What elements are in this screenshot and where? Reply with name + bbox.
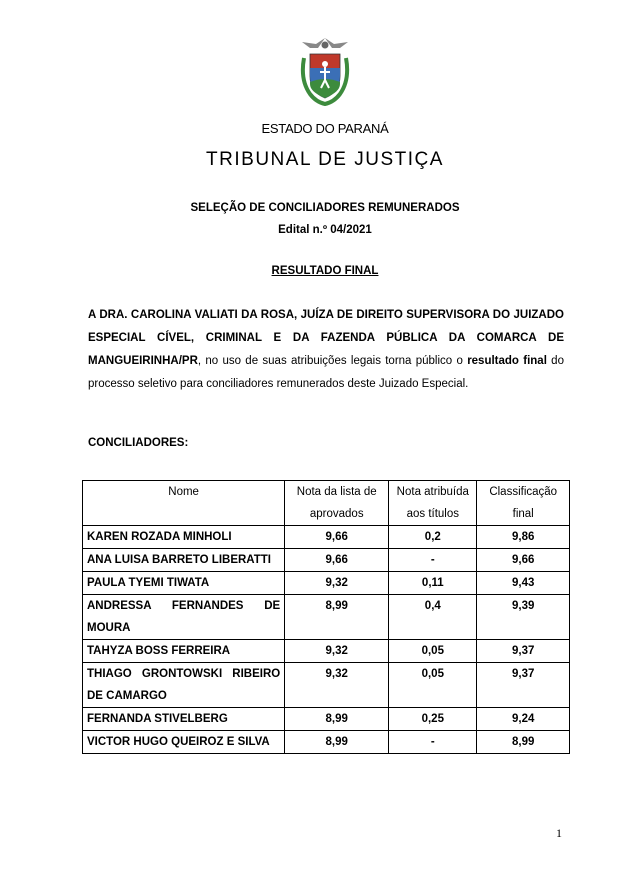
selection-title: SELEÇÃO DE CONCILIADORES REMUNERADOS [190,202,460,214]
result-heading [0,265,620,277]
result-bold: resultado final [467,355,547,367]
row-final-score: 9,39 [477,595,570,640]
table-row [83,640,570,663]
state-name: ESTADO DO PARANÁ [261,121,389,136]
row-final-score: 9,86 [477,526,570,549]
intro-paragraph [88,304,564,396]
row-final-score: 9,66 [477,549,570,572]
parana-coat-of-arms-icon [296,36,354,106]
row-title-score: 0,25 [389,708,477,731]
edital-number: Edital n.º 04/2021 [278,224,372,236]
header-title-score: Nota atribuída aos títulos [389,481,477,526]
court-name: TRIBUNAL DE JUSTIÇA [206,149,444,170]
row-final-score: 8,99 [477,731,570,754]
intro-bold: A DRA. CAROLINA VALIATI DA ROSA, JUÍZA DE DIREITO SUPERVISORA DO JUIZADO ESPECIAL CÍVEL, CRIMINAL E DA FAZENDA PÚBLICA DA COMARCA DE MANGUEIRINHA/PR [88,309,564,367]
row-list-score: 8,99 [285,595,389,640]
row-name: THIAGO GRONTOWSKI RIBEIRO DE CAMARGO [83,663,285,708]
row-title-score: 0,2 [389,526,477,549]
row-list-score: 9,66 [285,526,389,549]
row-final-score: 9,43 [477,572,570,595]
row-title-score: 0,4 [389,595,477,640]
header-final-rank: Classificação final [477,481,570,526]
result-heading-text: RESULTADO FINAL [271,265,379,277]
row-name: ANA LUISA BARRETO LIBERATTI [83,549,285,572]
table-row [83,595,570,640]
row-name: TAHYZA BOSS FERREIRA [83,640,285,663]
row-list-score: 8,99 [285,708,389,731]
table-header-row [83,481,570,526]
row-list-score: 9,32 [285,572,389,595]
row-list-score: 9,66 [285,549,389,572]
row-title-score: 0,11 [389,572,477,595]
row-title-score: - [389,731,477,754]
results-table [82,480,570,754]
section-heading: CONCILIADORES: [88,437,189,449]
row-list-score: 8,99 [285,731,389,754]
header-list-score: Nota da lista de aprovados [285,481,389,526]
header-name: Nome [83,481,285,526]
table-row [83,663,570,708]
table-row [83,549,570,572]
row-final-score: 9,37 [477,640,570,663]
table-row [83,572,570,595]
row-final-score: 9,37 [477,663,570,708]
table-row [83,708,570,731]
row-list-score: 9,32 [285,663,389,708]
table-row [83,526,570,549]
intro-end: do processo seletivo para conciliadores remunerados deste Juizado Especial. [88,355,564,390]
row-name: PAULA TYEMI TIWATA [83,572,285,595]
row-name: FERNANDA STIVELBERG [83,708,285,731]
table-row [83,731,570,754]
row-list-score: 9,32 [285,640,389,663]
intro-mid: , no uso de suas atribuições legais torna público o [197,355,468,367]
row-title-score: - [389,549,477,572]
row-final-score: 9,24 [477,708,570,731]
row-title-score: 0,05 [389,640,477,663]
row-name: KAREN ROZADA MINHOLI [83,526,285,549]
row-name: VICTOR HUGO QUEIROZ E SILVA [83,731,285,754]
row-name: ANDRESSA FERNANDES DE MOURA [83,595,285,640]
row-title-score: 0,05 [389,663,477,708]
page-number: 1 [556,826,562,840]
